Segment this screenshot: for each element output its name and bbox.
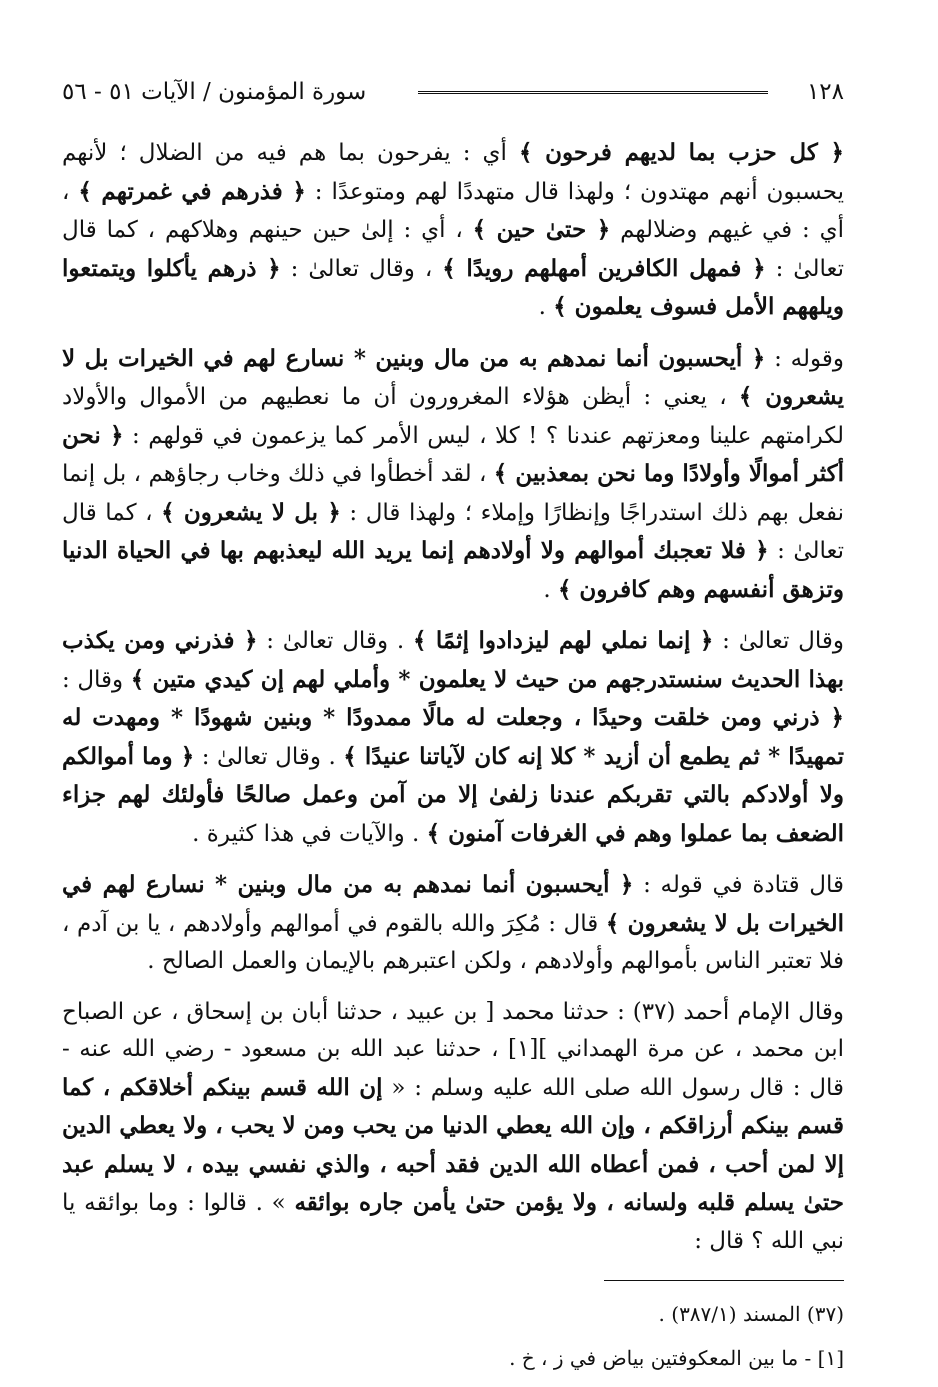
quoted-text: ﴿ ذرهم يأكلوا ويتمتعوا ويلههم الأمل فسوف يعلمون ﴾ — [62, 254, 844, 320]
page-header — [62, 72, 844, 112]
page-number: ١٢٨ — [806, 79, 844, 105]
commentary-text: ، أي : في غيهم وضلالهم — [62, 178, 844, 243]
header-rule — [418, 91, 768, 94]
commentary-text: . وقال تعالىٰ : — [257, 628, 413, 654]
commentary-text: ، يعني : أيظن هؤلاء المغرورون أن ما نعطيهم من الأموال والأولاد لكرامتهم علينا ومعزتهم عندنا ؟ ! كلا ، ليس الأمر كما يزعمون في قولهم : — [62, 384, 844, 449]
quoted-text: ﴿ حتىٰ حين ﴾ — [472, 216, 611, 243]
commentary-text: ، كما قال تعالىٰ : — [62, 499, 845, 564]
commentary-text: . — [538, 294, 554, 320]
paragraph — [62, 622, 844, 853]
commentary-text: » . قالوا : وما بوائقه يا نبي الله ؟ قال : — [62, 1190, 844, 1254]
commentary-text: قال قتادة في قوله : — [633, 872, 844, 898]
quoted-text: ﴿ فذرهم في غمرتهم ﴾ — [78, 177, 306, 205]
commentary-text: وقال الإمام أحمد (٣٧) : حدثنا محمد [ بن عبيد ، حدثنا أبان بن إسحاق ، عن الصباح ابن محمد ، عن مرة الهمداني ][١] ، حدثنا عبد الله بن مسعود - رضي الله عنه - قال : قال رسول الله صلى الله عليه وسلم : « — [62, 998, 845, 1101]
quoted-text: ﴿ فمهل الكافرين أمهلهم رويدًا ﴾ — [442, 254, 766, 282]
quoted-text: ﴿ إنما نملي لهم ليزدادوا إثمًا ﴾ — [412, 627, 714, 654]
quoted-text: ﴿ فلا تعجبك أموالهم ولا أولادهم إنما يريد الله ليعذبهم بها في الحياة الدنيا وتزهق أنفسهم وهم كافرون ﴾ — [62, 537, 844, 603]
footnote: [١] - ما بين المعكوفتين بياض في ز ، خ . — [509, 1346, 844, 1370]
commentary-text: ، أي : إلىٰ حين حينهم وهلاكهم ، كما قال تعالىٰ : — [62, 217, 844, 282]
commentary-text: ، وقال تعالىٰ : — [280, 255, 443, 282]
commentary-text: أي : يفرحون بما هم فيه من الضلال ؛ لأنهم يحسبون أنهم مهتدون ؛ ولهذا قال متهددًا لهم ومتوعدًا : — [62, 140, 845, 205]
page — [62, 72, 844, 1387]
footnote: (٣٧) المسند (٣٨٧/١) . — [658, 1302, 844, 1326]
quoted-text: ﴿ أيحسبون أنما نمدهم به من مال وبنين * نسارع لهم في الخيرات بل لا يشعرون ﴾ — [62, 871, 844, 937]
commentary-text: وقال تعالىٰ : — [713, 628, 844, 654]
paragraph — [62, 340, 844, 610]
quoted-text: ﴿ فذرني ومن يكذب بهذا الحديث سنستدرجهم من حيث لا يعلمون * وأملي لهم إن كيدي متين ﴾ — [62, 627, 844, 693]
quoted-text: ﴿ كل حزب بما لديهم فرحون ﴾ — [518, 139, 844, 166]
paragraph — [62, 866, 844, 981]
paragraph — [62, 134, 844, 327]
commentary-text: وقال : — [62, 666, 131, 693]
quoted-text: ﴿ ذرني ومن خلقت وحيدًا ، وجعلت له مالًا ممدودًا * وبنين شهودًا * ومهدت له تمهيدًا * ثم يطمع أن أزيد * كلا إنه كان لآياتنا عنيدًا ﴾ — [62, 704, 844, 770]
commentary-text: . والآيات في هذا كثيرة . — [192, 820, 427, 847]
commentary-text: . — [543, 576, 558, 603]
quoted-text: ﴿ وما أموالكم ولا أولادكم بالتي تقربكم عندنا زلفىٰ إلا من آمن وعمل صالحًا فأولئك لهم جزاء الضعف بما عملوا وهم في الغرفات آمنون ﴾ — [62, 742, 844, 847]
footnotes — [62, 1299, 844, 1373]
commentary-text: قال : مُكِرَ والله بالقوم في أموالهم وأولادهم ، يا بن آدم ، فلا تعتبر الناس بأموالهم وأولادهم ، ولكن اعتبرهم بالإيمان والعمل الصالح . — [62, 910, 844, 974]
quoted-text: ﴿ أيحسبون أنما نمدهم به من مال وبنين * نسارع لهم في الخيرات بل لا يشعرون ﴾ — [62, 344, 844, 410]
commentary-text: ، لقد أخطأوا في ذلك وخاب رجاؤهم ، بل إنما نفعل بهم ذلك استدراجًا وإنظارًا وإملاء ؛ ولهذا قال : — [62, 461, 844, 526]
paragraph — [62, 994, 844, 1261]
page-body — [62, 134, 844, 1260]
quoted-text: إن الله قسم بينكم أخلاقكم ، كما قسم بينكم أرزاقكم ، وإن الله يعطي الدنيا من يحب ومن لا يحب ، ولا يعطي الدين إلا لمن أحب ، فمن أعطاه الله الدين فقد أحبه ، والذي نفسي بيده ، لا يسلم عبد حتىٰ يسلم قلبه ولسانه ، ولا يؤمن حتىٰ يأمن جاره بوائقه — [62, 1073, 844, 1216]
quoted-text: ﴿ نحن أكثر أموالًا وأولادًا وما نحن بمعذبين ﴾ — [62, 421, 844, 487]
quoted-text: ﴿ بل لا يشعرون ﴾ — [161, 498, 341, 526]
surah-title: سورة المؤمنون / الآيات ٥١ - ٥٦ — [62, 79, 367, 105]
footnote-separator — [604, 1280, 844, 1281]
commentary-text: . وقال تعالىٰ : — [194, 743, 344, 770]
commentary-text: وقوله : — [765, 345, 844, 372]
